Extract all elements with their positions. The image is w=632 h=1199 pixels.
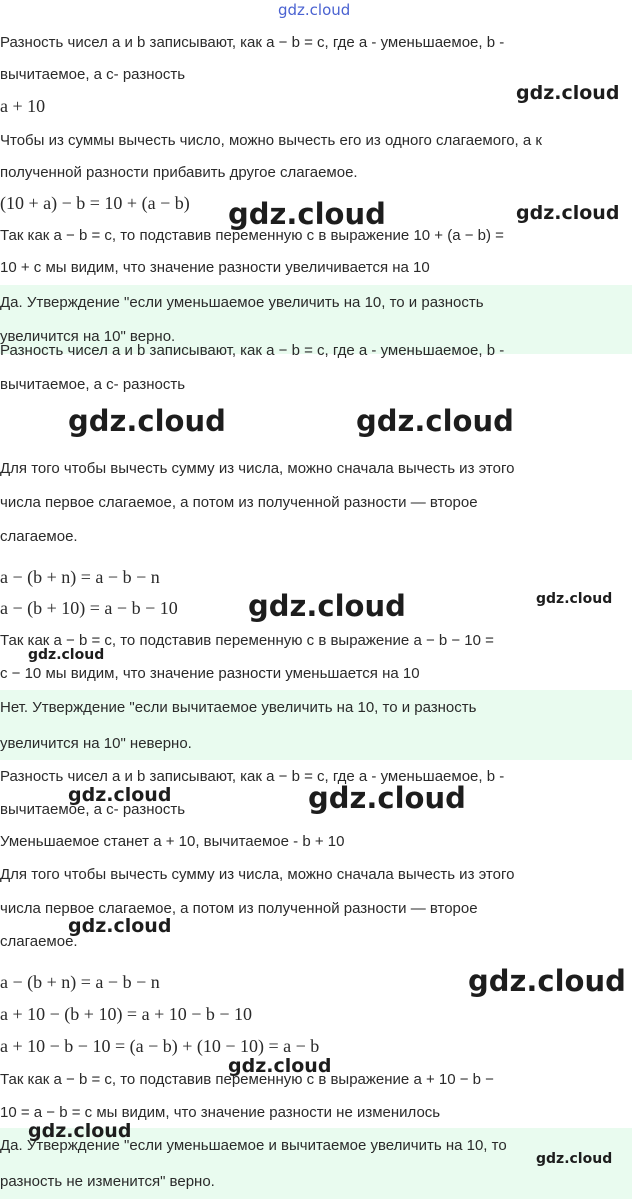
watermark: gdz.cloud xyxy=(536,1151,613,1167)
text-line: Разность чисел a и b записывают, как a − b = c, где a - уменьшаемое, b - xyxy=(0,34,505,51)
answer-line: увеличится на 10" верно. xyxy=(0,328,176,345)
text-line: Так как a − b = c, то подставив переменную c в выражение a + 10 − b − xyxy=(0,1071,494,1088)
text-line: Так как a − b = c, то подставив переменную c в выражение 10 + (a − b) = xyxy=(0,227,504,244)
watermark: gdz.cloud xyxy=(516,202,620,224)
watermark: gdz.cloud xyxy=(228,197,386,231)
text-line: c − 10 мы видим, что значение разности уменьшается на 10 xyxy=(0,665,420,682)
text-line: Уменьшаемое станет a + 10, вычитаемое - b + 10 xyxy=(0,833,345,850)
math-line: a − (b + 10) = a − b − 10 xyxy=(0,598,178,618)
watermark: gdz.cloud xyxy=(248,589,406,623)
math-line: a + 10 xyxy=(0,96,46,116)
text-line: Так как a − b = c, то подставив переменную c в выражение a − b − 10 = xyxy=(0,632,494,649)
text-line: 10 = a − b = c мы видим, что значение разности не изменилось xyxy=(0,1104,441,1121)
watermark: gdz.cloud xyxy=(68,784,172,806)
math-line: a + 10 − (b + 10) = a + 10 − b − 10 xyxy=(0,1004,253,1024)
answer-line: разность не изменится" верно. xyxy=(0,1173,215,1190)
math-line: (10 + a) − b = 10 + (a − b) xyxy=(0,193,190,213)
math-line: a − (b + n) = a − b − n xyxy=(0,972,160,992)
text-line: числа первое слагаемое, а потом из полученной разности — второе xyxy=(0,900,478,917)
watermark: gdz.cloud xyxy=(516,82,620,104)
text-line: вычитаемое, а c- разность xyxy=(0,376,186,393)
answer-line: увеличится на 10" неверно. xyxy=(0,735,192,752)
answer-box xyxy=(0,690,632,760)
clipped-line xyxy=(0,342,632,362)
text-line: слагаемое. xyxy=(0,933,78,950)
text-line: полученной разности прибавить другое слагаемое. xyxy=(0,164,358,181)
watermark: gdz.cloud xyxy=(468,964,626,998)
text-line: слагаемое. xyxy=(0,528,78,545)
text-line: Чтобы из суммы вычесть число, можно вычесть его из одного слагаемого, а к xyxy=(0,132,542,149)
answer-line: Да. Утверждение "если уменьшаемое увеличить на 10, то и разность xyxy=(0,294,484,311)
watermark: gdz.cloud xyxy=(28,1120,132,1142)
answer-line: Нет. Утверждение "если вычитаемое увеличить на 10, то и разность xyxy=(0,699,477,716)
text-line: 10 + c мы видим, что значение разности увеличивается на 10 xyxy=(0,259,430,276)
math-line: a − (b + n) = a − b − n xyxy=(0,567,160,587)
watermark: gdz.cloud xyxy=(68,915,172,937)
answer-line: Да. Утверждение "если уменьшаемое и вычитаемое увеличить на 10, то xyxy=(0,1137,507,1154)
text-line: вычитаемое, а c- разность xyxy=(0,66,186,83)
text-line: Для того чтобы вычесть сумму из числа, можно сначала вычесть из этого xyxy=(0,460,515,477)
math-line: a + 10 − b − 10 = (a − b) + (10 − 10) = a − b xyxy=(0,1036,320,1056)
watermark: gdz.cloud xyxy=(228,1055,332,1077)
text-line: вычитаемое, а c- разность xyxy=(0,801,186,818)
watermark: gdz.cloud xyxy=(356,404,514,438)
header-watermark: gdz.cloud xyxy=(278,1,351,19)
text-line: Разность чисел a и b записывают, как a − b = c, где a - уменьшаемое, b - xyxy=(0,768,505,785)
watermark: gdz.cloud xyxy=(308,781,466,815)
watermark: gdz.cloud xyxy=(28,647,105,663)
text-line: Разность чисел a и b записывают, как a − b = c, где a - уменьшаемое, b - xyxy=(0,342,505,359)
text-line: числа первое слагаемое, а потом из полученной разности — второе xyxy=(0,494,478,511)
text-line: Для того чтобы вычесть сумму из числа, можно сначала вычесть из этого xyxy=(0,866,515,883)
watermark: gdz.cloud xyxy=(68,404,226,438)
watermark: gdz.cloud xyxy=(536,591,613,607)
